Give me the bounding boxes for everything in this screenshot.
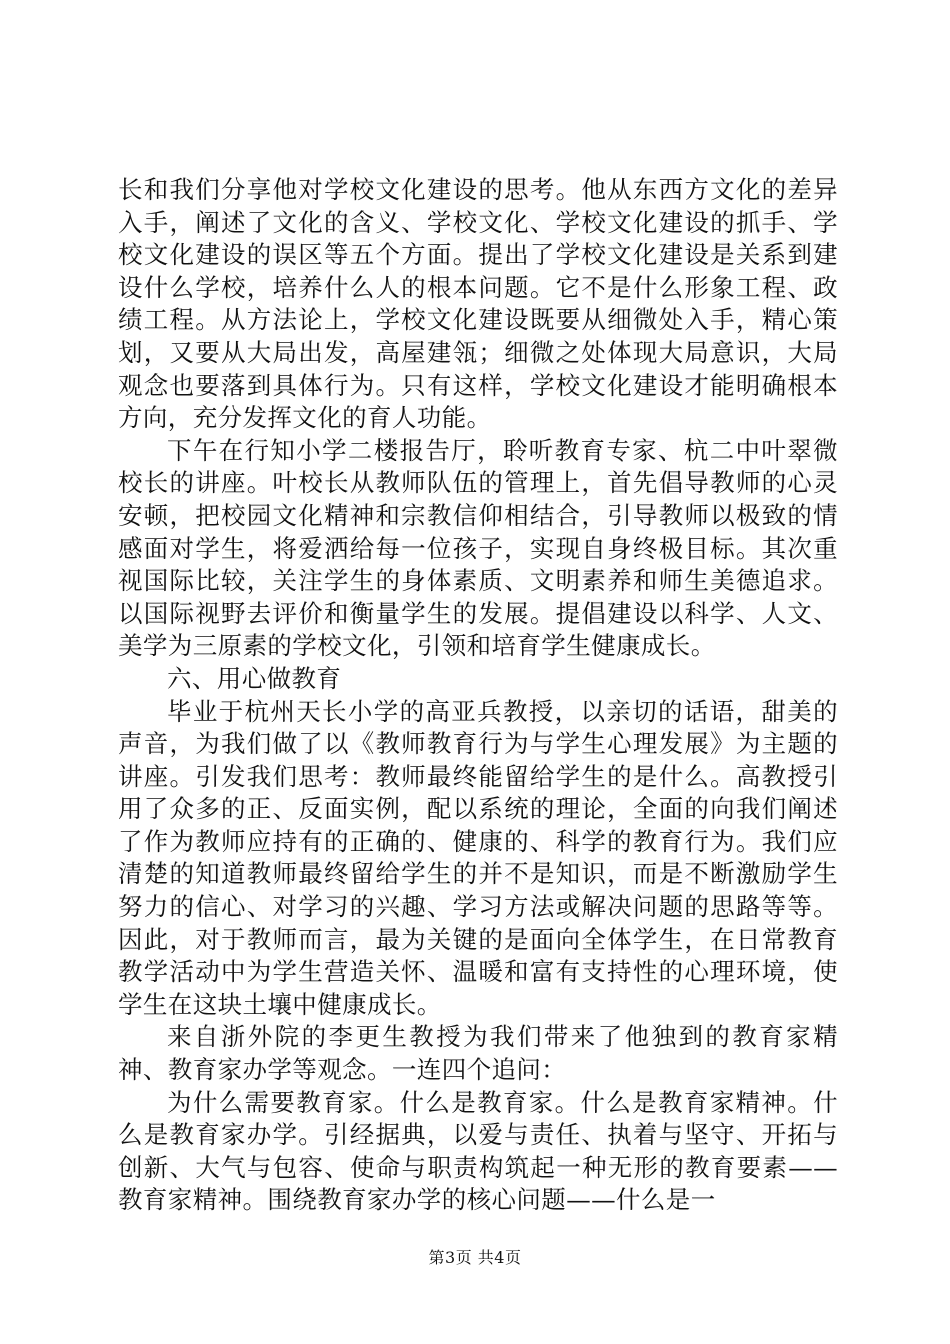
paragraph-li-lecture: 来自浙外院的李更生教授为我们带来了他独到的教育家精神、教育家办学等观念。一连四个追问： bbox=[118, 1022, 838, 1085]
paragraph-afternoon-lecture: 下午在行知小学二楼报告厅，聆听教育专家、杭二中叶翠微校长的讲座。叶校长从教师队伍的管理上，首先倡导教师的心灵安顿，把校园文化精神和宗教信仰相结合，引导教师以极致的情感面对学生，将爱洒给每一位孩子，实现自身终极目标。其次重视国际比较，关注学生的身体素质、文明素养和师生美德追求。以国际视野去评价和衡量学生的发展。提倡建设以科学、人文、美学为三原素的学校文化，引领和培育学生健康成长。 bbox=[118, 435, 838, 661]
paragraph-gao-lecture: 毕业于杭州天长小学的高亚兵教授，以亲切的话语，甜美的声音，为我们做了以《教师教育行为与学生心理发展》为主题的讲座。引发我们思考：教师最终能留给学生的是什么。高教授引用了众多的正、反面实例，配以系统的理论，全面的向我们阐述了作为教师应持有的正确的、健康的、科学的教育行为。我们应清楚的知道教师最终留给学生的并不是知识，而是不断激励学生努力的信心、对学习的兴趣、学习方法或解决问题的思路等等。因此，对于教师而言，最为关键的是面向全体学生，在日常教育教学活动中为学生营造关怀、温暖和富有支持性的心理环境，使学生在这块土壤中健康成长。 bbox=[118, 696, 838, 1019]
page-number-footer: 第3页 共4页 bbox=[428, 1248, 522, 1267]
document-body bbox=[118, 174, 838, 1217]
paragraph-four-questions: 为什么需要教育家。什么是教育家。什么是教育家精神。什么是教育家办学。引经据典，以爱与责任、执着与坚守、开拓与创新、大气与包容、使命与职责构筑起一种无形的教育要素——教育家精神。围绕教育家办学的核心问题——什么是一 bbox=[118, 1087, 838, 1215]
paragraph-continued: 长和我们分享他对学校文化建设的思考。他从东西方文化的差异入手，阐述了文化的含义、学校文化、学校文化建设的抓手、学校文化建设的误区等五个方面。提出了学校文化建设是关系到建设什么学校，培养什么人的根本问题。它不是什么形象工程、政绩工程。从方法论上，学校文化建设既要从细微处入手，精心策划，又要从大局出发，高屋建瓴；细微之处体现大局意识，大局观念也要落到具体行为。只有这样，学校文化建设才能明确根本方向，充分发挥文化的育人功能。 bbox=[118, 175, 838, 433]
section-heading: 六、用心做教育 bbox=[167, 663, 342, 693]
